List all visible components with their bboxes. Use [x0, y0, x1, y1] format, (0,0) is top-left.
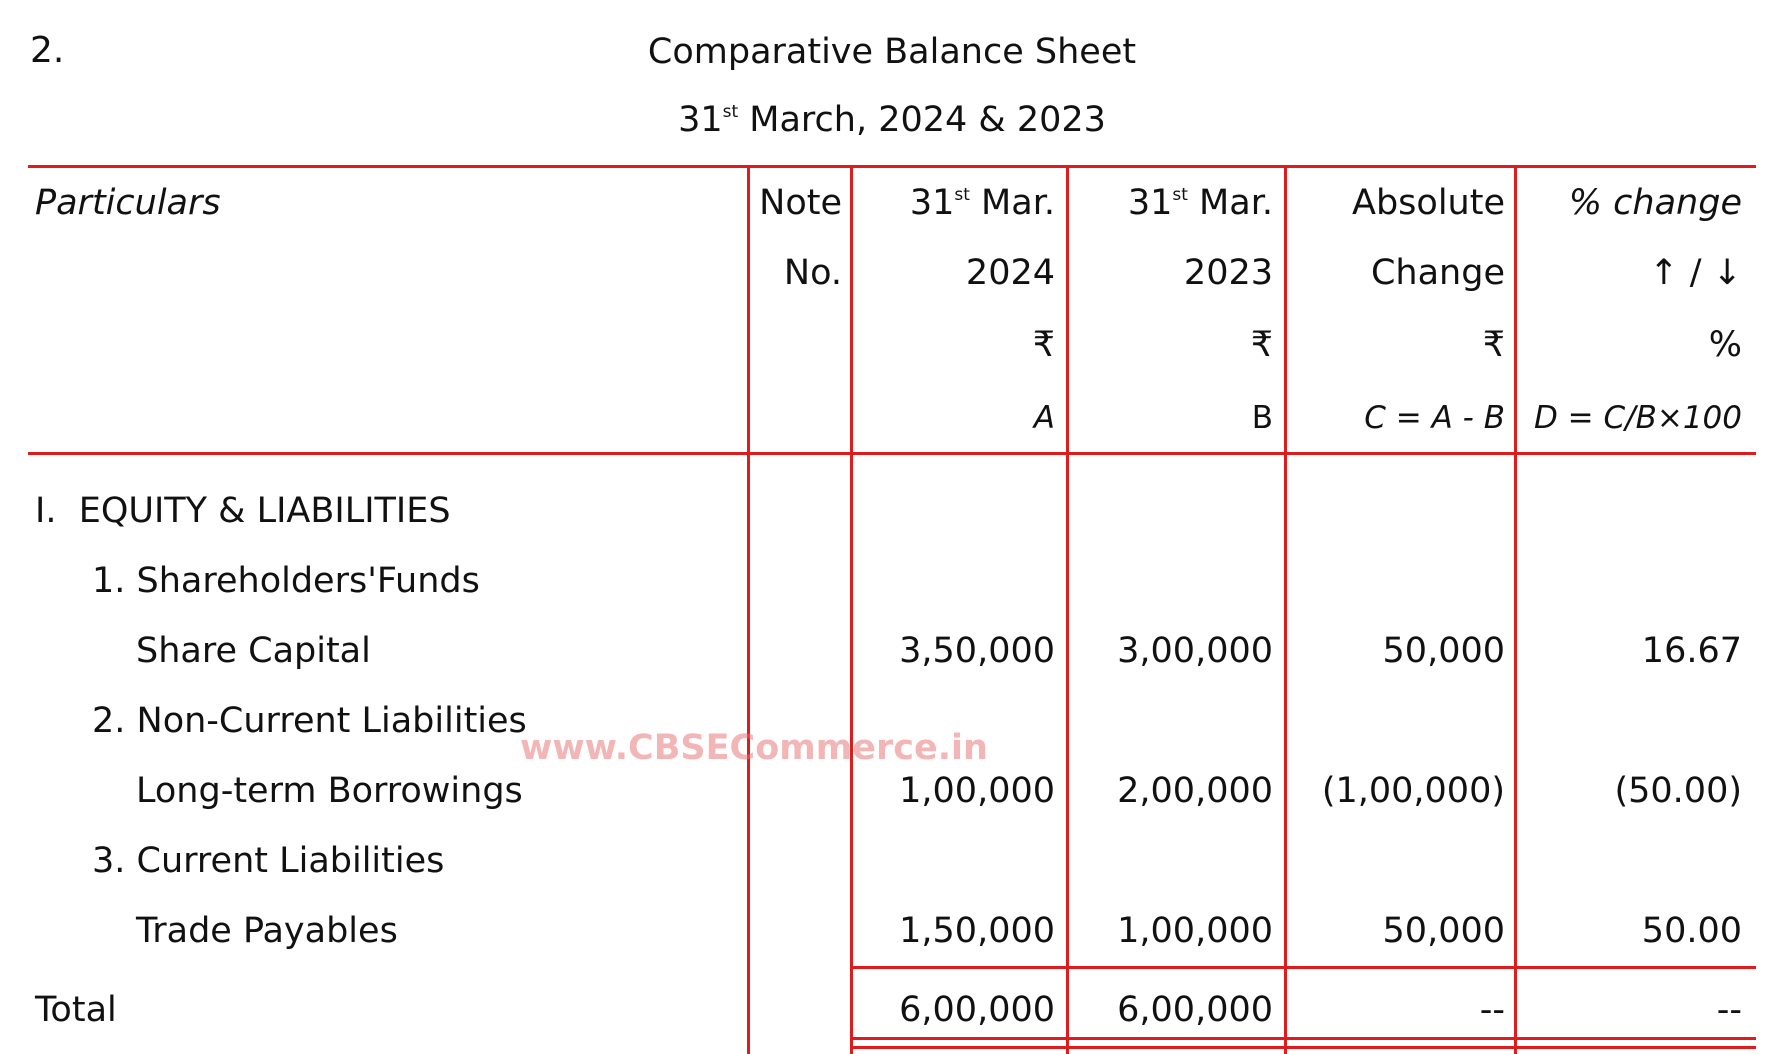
- watermark: www.CBSECommerce.in: [520, 728, 988, 768]
- total-2024: 6,00,000: [899, 990, 1055, 1030]
- long-term-borrowings-percent-change: (50.00): [1614, 771, 1742, 811]
- header-note-line1: Note: [759, 183, 842, 223]
- header-note-line2: No.: [783, 253, 842, 293]
- header-col-a-date: 31st Mar.: [909, 183, 1055, 223]
- column-divider: [850, 165, 853, 1054]
- total-2023: 6,00,000: [1117, 990, 1273, 1030]
- header-col-c-unit: ₹: [1482, 325, 1505, 365]
- share-capital-2023: 3,00,000: [1117, 631, 1273, 671]
- header-col-c-line2: Change: [1370, 253, 1505, 293]
- header-col-a-unit: ₹: [1032, 325, 1055, 365]
- header-col-a-year: 2024: [965, 253, 1055, 293]
- header-col-c-line1: Absolute: [1352, 183, 1505, 223]
- header-col-d-arrows: ↑ / ↓: [1649, 253, 1742, 293]
- section-heading: I. EQUITY & LIABILITIES: [35, 491, 451, 531]
- total-label: Total: [35, 990, 117, 1030]
- header-col-b-year: 2023: [1183, 253, 1273, 293]
- total-top-rule: [850, 966, 1756, 969]
- trade-payables-2023: 1,00,000: [1117, 911, 1273, 951]
- header-col-c-key: C = A - B: [1364, 400, 1505, 436]
- total-percent-change: --: [1716, 990, 1742, 1030]
- row-label-share-capital: Share Capital: [136, 631, 371, 671]
- header-col-d-key: D = C/B×100: [1533, 400, 1742, 436]
- share-capital-absolute-change: 50,000: [1382, 631, 1505, 671]
- header-col-a-key: A: [1033, 400, 1055, 436]
- column-divider: [1066, 165, 1069, 1054]
- share-capital-percent-change: 16.67: [1641, 631, 1742, 671]
- question-number: 2.: [30, 30, 65, 71]
- subheading-current-liabilities: 3. Current Liabilities: [92, 841, 445, 881]
- trade-payables-percent-change: 50.00: [1641, 911, 1742, 951]
- header-col-d-unit: %: [1708, 325, 1742, 365]
- row-label-trade-payables: Trade Payables: [136, 911, 398, 951]
- header-bottom-rule: [28, 452, 1756, 455]
- share-capital-2024: 3,50,000: [899, 631, 1055, 671]
- header-col-d-line1: % change: [1568, 183, 1742, 223]
- table-top-rule: [28, 165, 1756, 168]
- long-term-borrowings-2024: 1,00,000: [899, 771, 1055, 811]
- subheading-shareholders-funds: 1. Shareholders'Funds: [92, 561, 480, 601]
- trade-payables-absolute-change: 50,000: [1382, 911, 1505, 951]
- page-subtitle: 31st March, 2024 & 2023: [678, 100, 1106, 140]
- total-absolute-change: --: [1479, 990, 1505, 1030]
- column-divider: [1284, 165, 1287, 1054]
- header-col-b-date: 31st Mar.: [1127, 183, 1273, 223]
- header-col-b-key: B: [1251, 400, 1273, 436]
- column-divider: [1514, 165, 1517, 1054]
- header-col-b-unit: ₹: [1250, 325, 1273, 365]
- total-double-rule-2: [850, 1046, 1756, 1049]
- row-label-long-term-borrowings: Long-term Borrowings: [136, 771, 523, 811]
- total-double-rule-1: [850, 1037, 1756, 1040]
- trade-payables-2024: 1,50,000: [899, 911, 1055, 951]
- subheading-non-current-liabilities: 2. Non-Current Liabilities: [92, 701, 527, 741]
- long-term-borrowings-2023: 2,00,000: [1117, 771, 1273, 811]
- page-title: Comparative Balance Sheet: [647, 32, 1137, 72]
- header-particulars: Particulars: [35, 183, 221, 223]
- column-divider: [747, 165, 750, 1054]
- long-term-borrowings-absolute-change: (1,00,000): [1321, 771, 1505, 811]
